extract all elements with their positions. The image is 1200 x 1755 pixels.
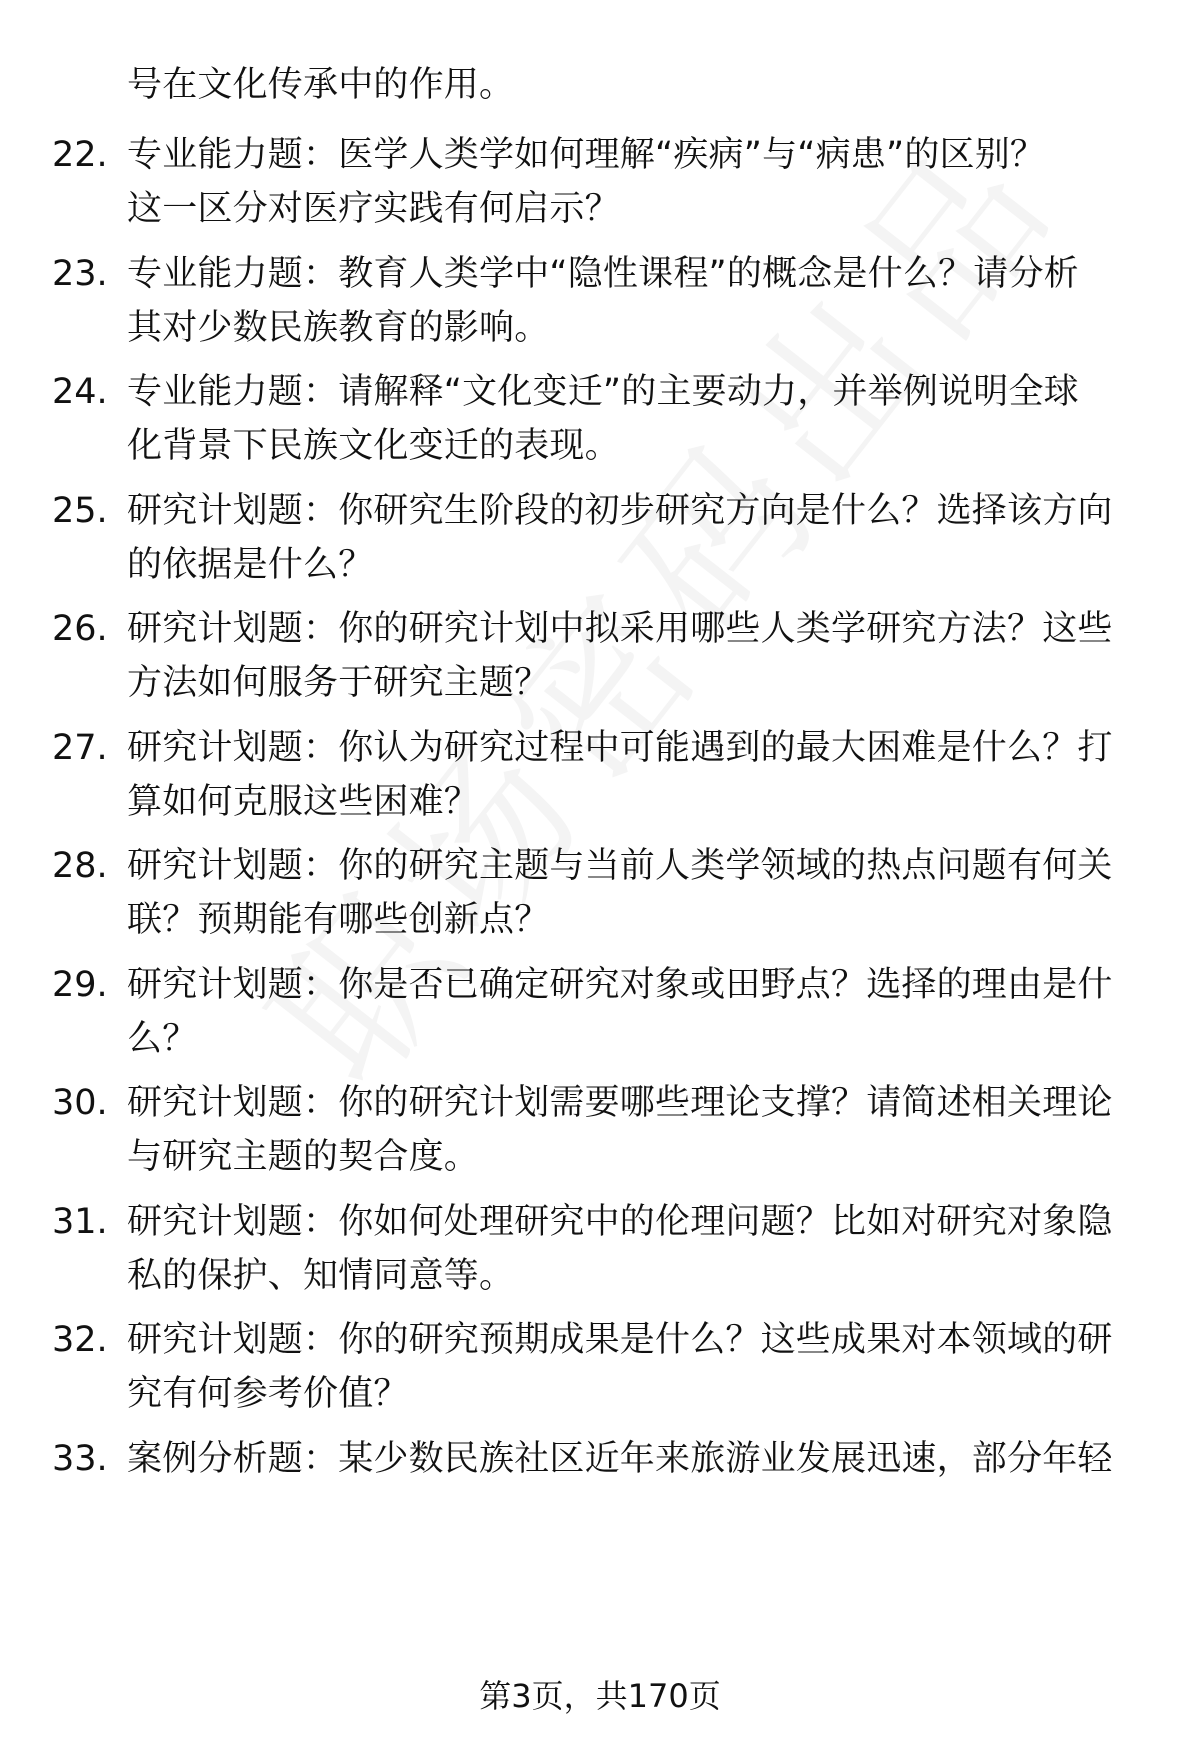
question-text-line: 化背景下民族文化变迁的表现。 [127,426,620,466]
continued-paragraph: 号在文化传承中的作用。 [127,65,515,105]
question-text [127,1195,1137,1303]
question-text-line: 研究计划题：你如何处理研究中的伦理问题？比如对研究对象隐 [127,1202,1113,1242]
question-item [0,1432,1200,1542]
question-text-line: 的依据是什么？ [127,545,374,585]
question-text-line: 研究计划题：你认为研究过程中可能遇到的最大困难是什么？打 [127,728,1113,768]
question-item [0,958,1200,1068]
question-text-line: 与研究主题的契合度。 [127,1137,480,1177]
question-text [127,247,1137,355]
question-item [0,247,1200,357]
question-number: 22. [52,135,108,175]
question-text-line: 研究计划题：你是否已确定研究对象或田野点？选择的理由是什 [127,965,1113,1005]
question-text-line: 算如何克服这些困难？ [127,782,480,822]
question-number: 25. [52,491,108,531]
question-number: 28. [52,846,108,886]
question-text [127,365,1137,473]
question-text-line: 这一区分对医疗实践有何启示？ [127,189,620,229]
question-item [0,484,1200,594]
question-number: 31. [52,1202,108,1242]
question-text-line: 研究计划题：你的研究计划需要哪些理论支撑？请简述相关理论 [127,1083,1113,1123]
question-number: 23. [52,254,108,294]
question-text-line: 其对少数民族教育的影响。 [127,308,550,348]
question-number: 29. [52,965,108,1005]
question-item [0,721,1200,831]
page-footer: 第3页，共170页 [479,1677,721,1715]
question-item [0,839,1200,949]
question-text-line: 研究计划题：你的研究计划中拟采用哪些人类学研究方法？这些 [127,609,1113,649]
question-item [0,365,1200,475]
question-item [0,1313,1200,1423]
question-text [127,721,1137,829]
question-number: 33. [52,1439,108,1479]
question-text-line: 案例分析题：某少数民族社区近年来旅游业发展迅速，部分年轻 [127,1439,1113,1479]
question-text-line: 专业能力题：医学人类学如何理解“疾病”与“病患”的区别？ [127,135,1046,175]
question-text [127,958,1137,1066]
question-text-line: 专业能力题：教育人类学中“隐性课程”的概念是什么？请分析 [127,254,1079,294]
question-text [127,1313,1137,1421]
question-text-line: 研究计划题：你的研究预期成果是什么？这些成果对本领域的研 [127,1320,1113,1360]
question-text-line: 研究计划题：你研究生阶段的初步研究方向是什么？选择该方向 [127,491,1113,531]
question-text-line: 研究计划题：你的研究主题与当前人类学领域的热点问题有何关 [127,846,1113,886]
question-text-line: 联？预期能有哪些创新点？ [127,900,550,940]
question-number: 27. [52,728,108,768]
question-number: 24. [52,372,108,412]
question-text [127,128,1137,236]
question-number: 26. [52,609,108,649]
question-item [0,1195,1200,1305]
question-item [0,602,1200,712]
question-number: 30. [52,1083,108,1123]
question-item [0,128,1200,238]
question-number: 32. [52,1320,108,1360]
question-text [127,602,1137,710]
question-item [0,1076,1200,1186]
question-text-line: 方法如何服务于研究主题？ [127,663,550,703]
question-text-line: 究有何参考价值？ [127,1374,409,1414]
question-text [127,1076,1137,1184]
question-text [127,839,1137,947]
question-text-line: 么？ [127,1019,198,1059]
question-text-line: 私的保护、知情同意等。 [127,1256,515,1296]
question-text-line: 专业能力题：请解释“文化变迁”的主要动力，并举例说明全球 [127,372,1079,412]
question-text [127,484,1137,592]
question-text [127,1432,1137,1486]
